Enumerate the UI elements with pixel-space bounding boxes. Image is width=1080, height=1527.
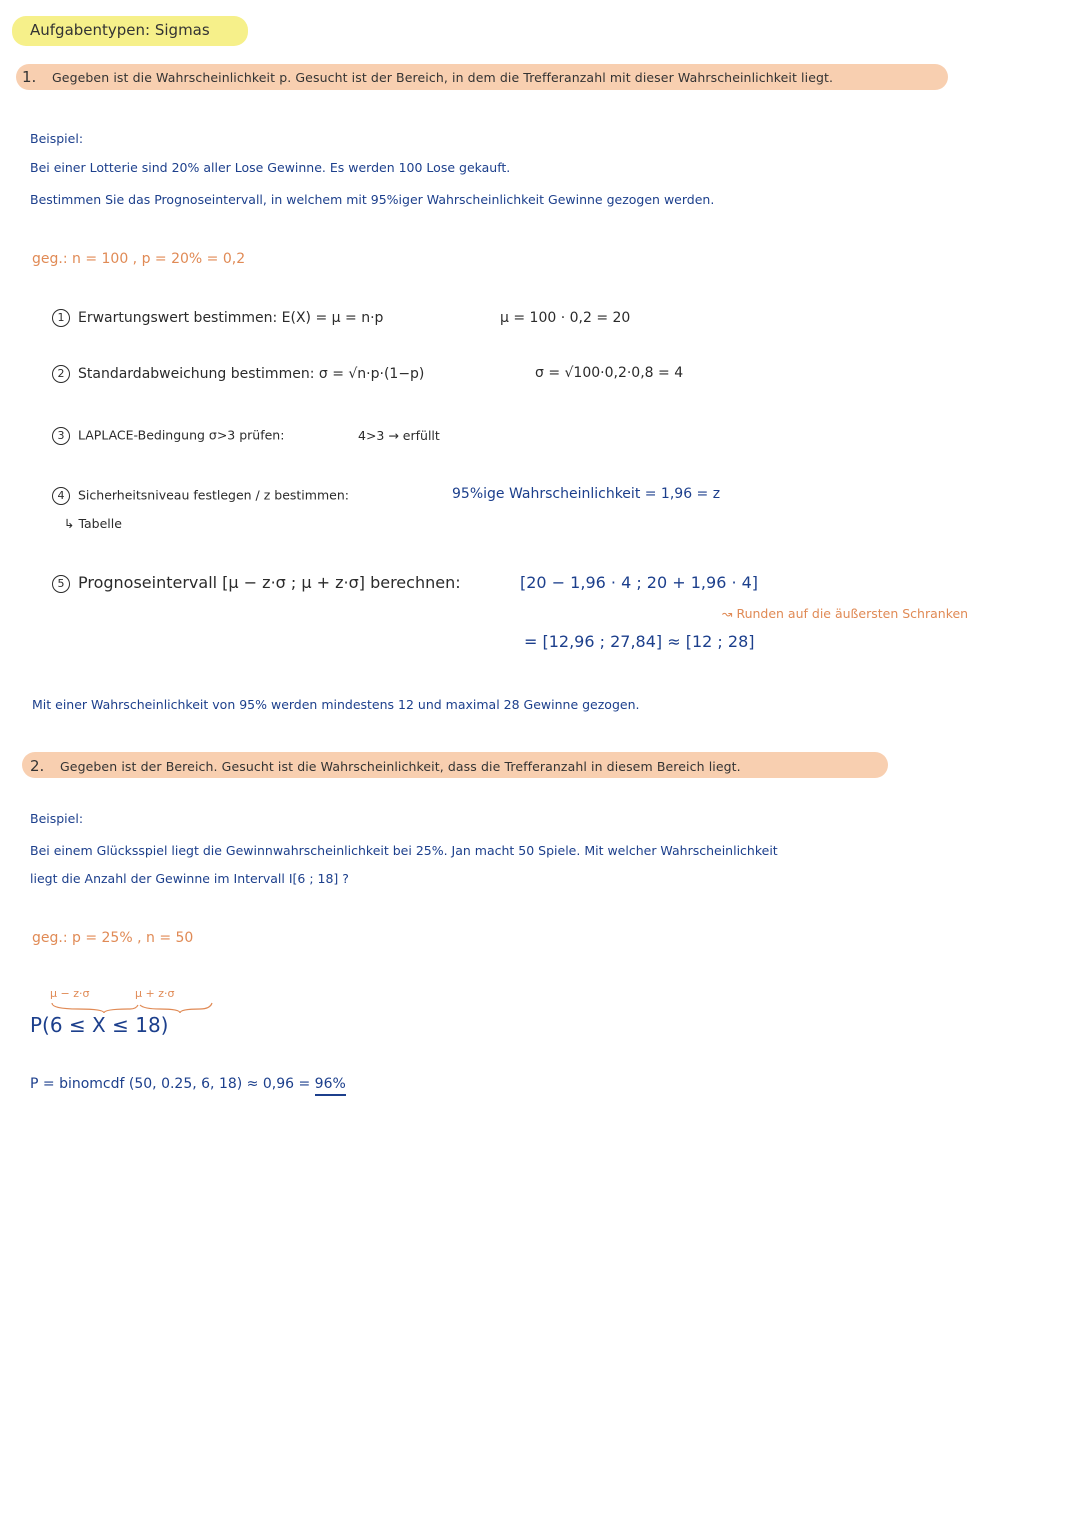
section1-number: 1. (22, 68, 37, 86)
section2-heading: Gegeben ist der Bereich. Gesucht ist die Wahrscheinlichkeit, dass die Trefferanzahl in diesem Bereich liegt. (60, 759, 741, 774)
step-4-number: 4 (52, 487, 70, 505)
section1-conclusion: Mit einer Wahrscheinlichkeit von 95% werden mindestens 12 und maximal 28 Gewinne gezogen. (32, 697, 640, 712)
section2-example-line2: liegt die Anzahl der Gewinne im Intervall I[6 ; 18] ? (30, 871, 349, 886)
calculation (30, 1076, 346, 1092)
section1-example-line2: Bestimmen Sie das Prognoseintervall, in welchem mit 95%iger Wahrscheinlichkeit Gewinne gezogen werden. (30, 192, 715, 207)
section2-given: geg.: p = 25% , n = 50 (32, 930, 194, 946)
section2-number: 2. (30, 757, 45, 775)
step-3-number: 3 (52, 427, 70, 445)
section1-heading: Gegeben ist die Wahrscheinlichkeit p. Gesucht ist der Bereich, in dem die Trefferanzahl mit dieser Wahrscheinlichkeit liegt. (52, 70, 834, 85)
step-4 (52, 487, 349, 505)
step-1-number: 1 (52, 309, 70, 327)
step-2 (52, 365, 424, 383)
step-5-number: 5 (52, 575, 70, 593)
step-5 (52, 573, 461, 593)
prob-expression: P(6 ≤ X ≤ 18) (30, 1013, 169, 1037)
calculation-text: P = binomcdf (50, 0.25, 6, 18) ≈ 0,96 = (30, 1076, 311, 1092)
step-4-sub: ↳ Tabelle (64, 516, 122, 531)
step-4-label: Sicherheitsniveau festlegen / z bestimmen: (78, 487, 349, 503)
interval-result: = [12,96 ; 27,84] ≈ [12 ; 28] (524, 632, 755, 651)
annot-left: μ − z·σ (50, 987, 90, 1000)
step-4-result: 95%ige Wahrscheinlichkeit = 1,96 = z (452, 486, 721, 502)
section2-example-label: Beispiel: (30, 811, 84, 826)
step-5-result: [20 − 1,96 · 4 ; 20 + 1,96 · 4] (520, 573, 759, 592)
final-answer: 96% (315, 1076, 346, 1096)
step-1-label: Erwartungswert bestimmen: E(X) = μ = n·p (78, 310, 384, 326)
rounding-note: ↝ Runden auf die äußersten Schranken (722, 606, 969, 621)
step-3-result: 4>3 → erfüllt (358, 428, 440, 443)
annot-right: μ + z·σ (135, 987, 175, 1000)
step-1 (52, 309, 383, 327)
step-2-label: Standardabweichung bestimmen: σ = √n·p·(1−p) (78, 366, 425, 382)
step-5-label: Prognoseintervall [μ − z·σ ; μ + z·σ] berechnen: (78, 573, 461, 592)
section1-example-line1: Bei einer Lotterie sind 20% aller Lose Gewinne. Es werden 100 Lose gekauft. (30, 160, 511, 175)
step-3 (52, 427, 284, 445)
page-title: Aufgabentypen: Sigmas (30, 21, 210, 39)
section1-example-label: Beispiel: (30, 131, 84, 146)
step-3-label: LAPLACE-Bedingung σ>3 prüfen: (78, 427, 285, 443)
section2-example-line1: Bei einem Glücksspiel liegt die Gewinnwahrscheinlichkeit bei 25%. Jan macht 50 Spiele. Mit welcher Wahrscheinlichkeit (30, 843, 778, 858)
step-2-number: 2 (52, 365, 70, 383)
step-2-result: σ = √100·0,2·0,8 = 4 (535, 365, 684, 381)
section1-given: geg.: n = 100 , p = 20% = 0,2 (32, 251, 246, 267)
step-1-result: μ = 100 · 0,2 = 20 (500, 310, 631, 326)
